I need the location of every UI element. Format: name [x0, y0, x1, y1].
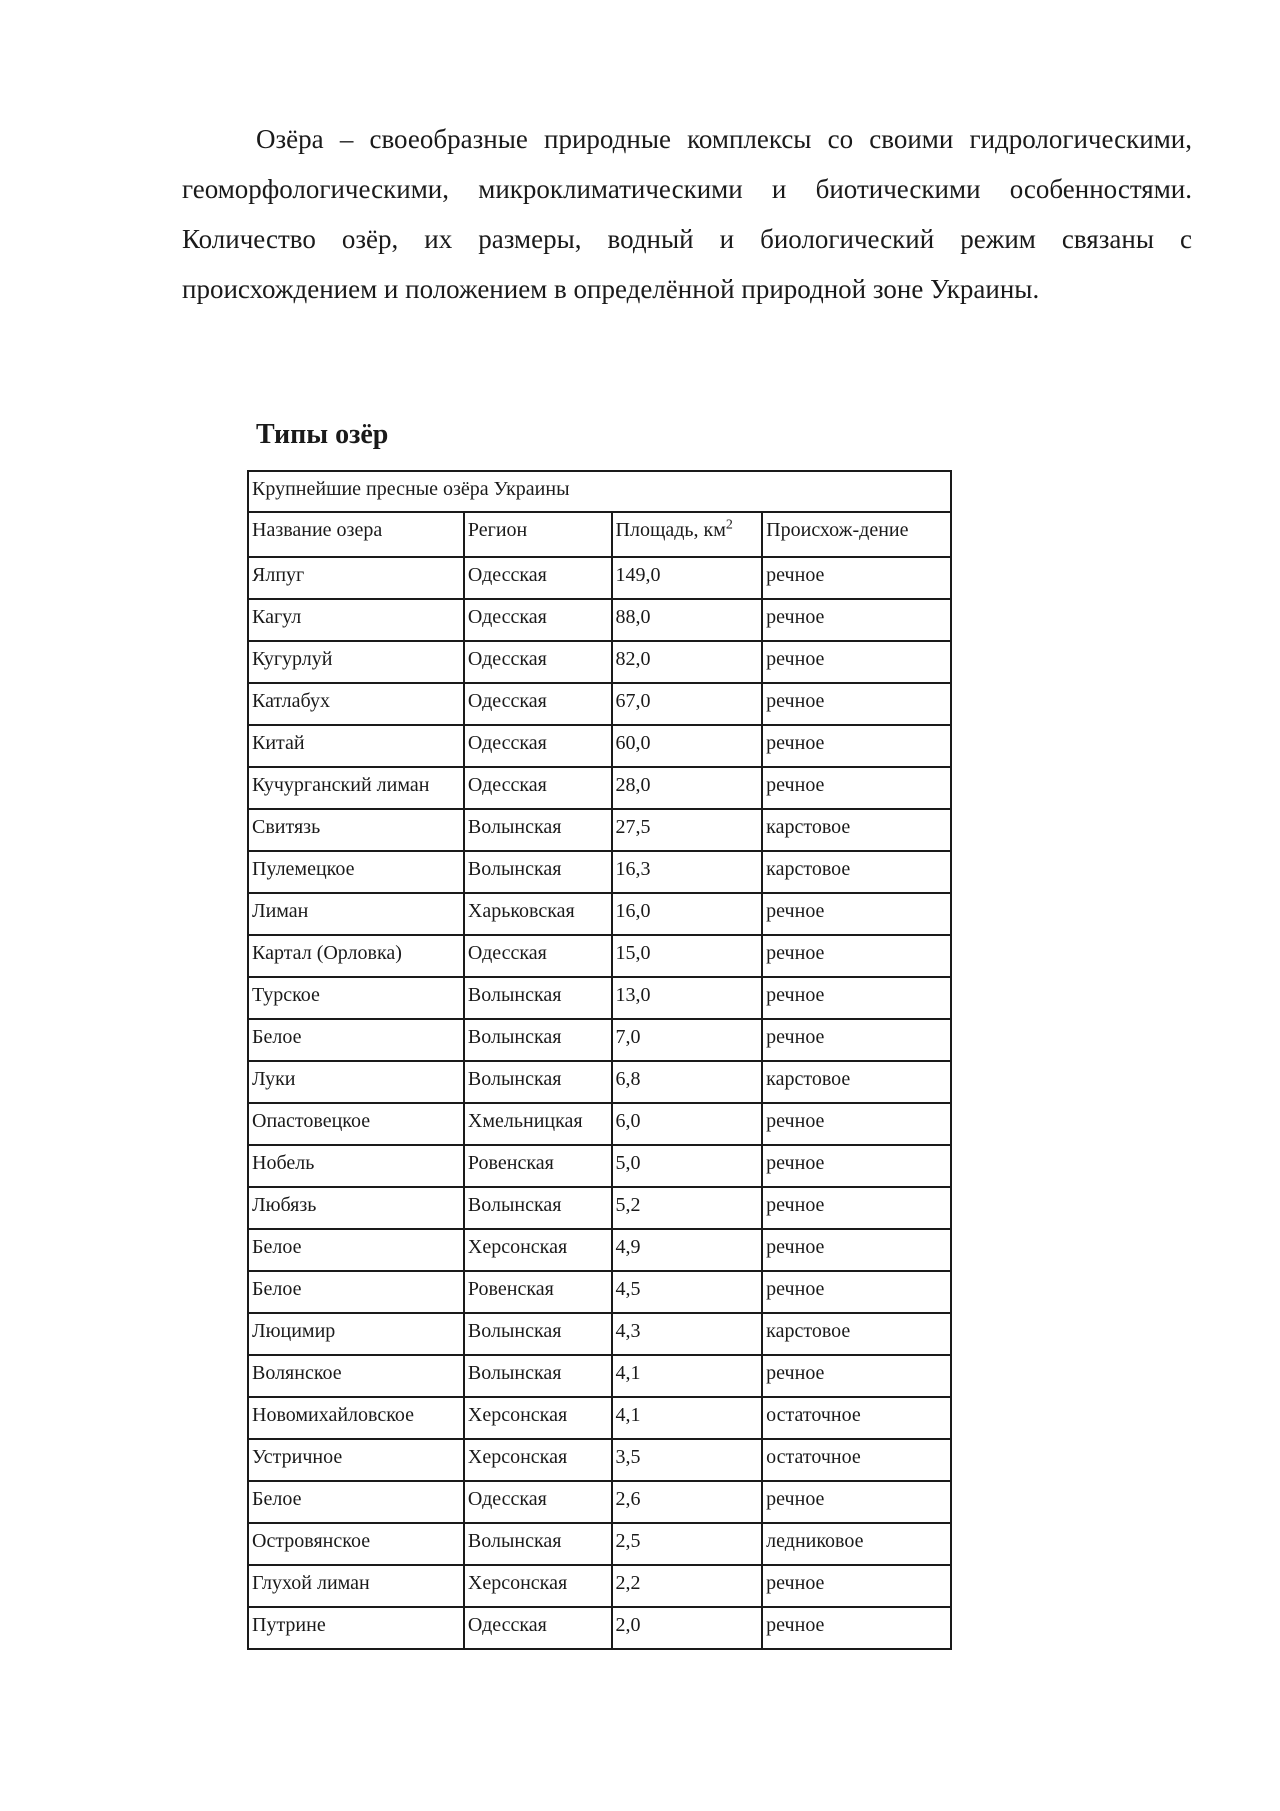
table-row [248, 767, 951, 809]
cell-region: Херсонская [464, 1229, 612, 1271]
cell-name: Опастовецкое [248, 1103, 464, 1145]
table-row [248, 809, 951, 851]
table-row [248, 1565, 951, 1607]
table-row [248, 935, 951, 977]
cell-origin: речное [762, 767, 951, 809]
cell-region: Одесская [464, 1481, 612, 1523]
table-row [248, 1019, 951, 1061]
cell-area: 4,9 [612, 1229, 763, 1271]
cell-area: 13,0 [612, 977, 763, 1019]
cell-region: Херсонская [464, 1397, 612, 1439]
lakes-table-body [248, 471, 951, 1649]
table-row [248, 1481, 951, 1523]
cell-region: Одесская [464, 767, 612, 809]
cell-name: Белое [248, 1019, 464, 1061]
cell-name: Картал (Орловка) [248, 935, 464, 977]
cell-origin: речное [762, 641, 951, 683]
cell-area: 2,0 [612, 1607, 763, 1649]
cell-area: 7,0 [612, 1019, 763, 1061]
cell-region: Волынская [464, 1019, 612, 1061]
cell-region: Хмельницкая [464, 1103, 612, 1145]
cell-origin: речное [762, 1355, 951, 1397]
cell-region: Ровенская [464, 1271, 612, 1313]
cell-area: 82,0 [612, 641, 763, 683]
table-row [248, 1313, 951, 1355]
cell-region: Волынская [464, 851, 612, 893]
cell-region: Одесская [464, 725, 612, 767]
table-row [248, 851, 951, 893]
cell-area: 27,5 [612, 809, 763, 851]
section-title: Типы озёр [256, 419, 389, 450]
cell-origin: речное [762, 683, 951, 725]
header-name: Название озера [248, 512, 464, 557]
table-row [248, 1397, 951, 1439]
cell-origin: речное [762, 1103, 951, 1145]
cell-region: Одесская [464, 599, 612, 641]
cell-origin: речное [762, 893, 951, 935]
cell-region: Харьковская [464, 893, 612, 935]
cell-origin: речное [762, 977, 951, 1019]
cell-region: Одесская [464, 557, 612, 599]
cell-region: Волынская [464, 809, 612, 851]
cell-region: Волынская [464, 1523, 612, 1565]
cell-region: Херсонская [464, 1439, 612, 1481]
cell-area: 16,0 [612, 893, 763, 935]
cell-area: 60,0 [612, 725, 763, 767]
header-area-label: Площадь, км [615, 519, 726, 541]
cell-origin: речное [762, 599, 951, 641]
cell-origin: речное [762, 725, 951, 767]
table-row [248, 1229, 951, 1271]
cell-name: Путрине [248, 1607, 464, 1649]
cell-name: Ялпуг [248, 557, 464, 599]
lakes-table [247, 470, 952, 1650]
cell-name: Катлабух [248, 683, 464, 725]
cell-name: Устричное [248, 1439, 464, 1481]
cell-origin: речное [762, 935, 951, 977]
cell-name: Нобель [248, 1145, 464, 1187]
header-region: Регион [464, 512, 612, 557]
cell-name: Китай [248, 725, 464, 767]
cell-name: Люцимир [248, 1313, 464, 1355]
cell-name: Белое [248, 1481, 464, 1523]
cell-region: Волынская [464, 1313, 612, 1355]
cell-region: Ровенская [464, 1145, 612, 1187]
cell-region: Одесская [464, 935, 612, 977]
cell-area: 15,0 [612, 935, 763, 977]
intro-paragraph: Озёра – своеобразные природные комплексы со своими гидрологическими, геоморфологическими, микроклиматическими и биотическими особенностями. Количество озёр, их размеры, водный и биологический режим связаны с происхождением и положением в определённой природной зоне Украины. [182, 124, 1192, 304]
cell-area: 6,8 [612, 1061, 763, 1103]
cell-name: Лиман [248, 893, 464, 935]
table-row [248, 683, 951, 725]
cell-name: Волянское [248, 1355, 464, 1397]
cell-origin: остаточное [762, 1439, 951, 1481]
cell-region: Одесская [464, 1607, 612, 1649]
table-row [248, 1607, 951, 1649]
cell-origin: речное [762, 1271, 951, 1313]
table-row [248, 1523, 951, 1565]
cell-area: 149,0 [612, 557, 763, 599]
table-row [248, 1271, 951, 1313]
cell-area: 3,5 [612, 1439, 763, 1481]
cell-origin: речное [762, 557, 951, 599]
cell-region: Одесская [464, 683, 612, 725]
cell-name: Глухой лиман [248, 1565, 464, 1607]
cell-origin: ледниковое [762, 1523, 951, 1565]
cell-area: 6,0 [612, 1103, 763, 1145]
cell-area: 5,2 [612, 1187, 763, 1229]
cell-region: Волынская [464, 1061, 612, 1103]
cell-area: 4,5 [612, 1271, 763, 1313]
cell-name: Любязь [248, 1187, 464, 1229]
cell-origin: речное [762, 1607, 951, 1649]
cell-region: Волынская [464, 1355, 612, 1397]
table-row [248, 1355, 951, 1397]
cell-area: 67,0 [612, 683, 763, 725]
cell-name: Кучурганский лиман [248, 767, 464, 809]
cell-origin: карстовое [762, 1313, 951, 1355]
table-row [248, 1061, 951, 1103]
cell-area: 2,5 [612, 1523, 763, 1565]
table-row [248, 1145, 951, 1187]
table-row [248, 641, 951, 683]
cell-region: Волынская [464, 1187, 612, 1229]
cell-area: 2,2 [612, 1565, 763, 1607]
cell-name: Свитязь [248, 809, 464, 851]
header-origin: Происхож-дение [762, 512, 951, 557]
header-area [612, 512, 763, 557]
cell-area: 88,0 [612, 599, 763, 641]
cell-origin: речное [762, 1229, 951, 1271]
cell-name: Белое [248, 1229, 464, 1271]
cell-area: 5,0 [612, 1145, 763, 1187]
table-row [248, 893, 951, 935]
cell-area: 28,0 [612, 767, 763, 809]
cell-origin: карстовое [762, 1061, 951, 1103]
table-caption-row [248, 471, 951, 512]
cell-name: Белое [248, 1271, 464, 1313]
cell-origin: карстовое [762, 809, 951, 851]
cell-area: 4,1 [612, 1397, 763, 1439]
table-header-row [248, 512, 951, 557]
cell-area: 4,3 [612, 1313, 763, 1355]
cell-name: Кугурлуй [248, 641, 464, 683]
cell-region: Волынская [464, 977, 612, 1019]
cell-name: Турское [248, 977, 464, 1019]
cell-name: Луки [248, 1061, 464, 1103]
table-row [248, 725, 951, 767]
table-row [248, 599, 951, 641]
cell-area: 4,1 [612, 1355, 763, 1397]
cell-origin: речное [762, 1019, 951, 1061]
table-row [248, 1103, 951, 1145]
cell-origin: речное [762, 1565, 951, 1607]
cell-name: Пулемецкое [248, 851, 464, 893]
cell-name: Кагул [248, 599, 464, 641]
table-caption: Крупнейшие пресные озёра Украины [248, 471, 951, 512]
cell-region: Одесская [464, 641, 612, 683]
table-row [248, 1439, 951, 1481]
table-row [248, 1187, 951, 1229]
cell-region: Херсонская [464, 1565, 612, 1607]
cell-origin: карстовое [762, 851, 951, 893]
cell-origin: речное [762, 1187, 951, 1229]
cell-area: 2,6 [612, 1481, 763, 1523]
cell-name: Островянское [248, 1523, 464, 1565]
table-row [248, 557, 951, 599]
table-row [248, 977, 951, 1019]
cell-origin: речное [762, 1145, 951, 1187]
cell-origin: речное [762, 1481, 951, 1523]
cell-name: Новомихайловское [248, 1397, 464, 1439]
header-area-sup: 2 [725, 517, 733, 533]
cell-origin: остаточное [762, 1397, 951, 1439]
cell-area: 16,3 [612, 851, 763, 893]
